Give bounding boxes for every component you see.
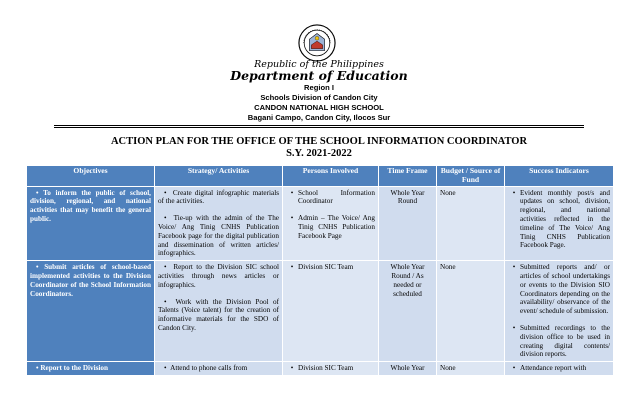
school-address: Bagani Campo, Candon City, Ilocos Sur: [247, 113, 391, 122]
table-row: [27, 362, 614, 376]
bullet-icon: •: [164, 214, 174, 223]
republic-heading: Republic of the Philippines: [254, 59, 384, 70]
bullet-icon: •: [36, 364, 41, 373]
persons-cell: • Division SIC Team: [283, 261, 379, 362]
budget-cell: None: [437, 186, 505, 261]
bullet-icon: •: [290, 364, 294, 373]
objective-cell: • Submit articles of school-based implemented activities to the Division Coordinator of the School Information Coordinators.: [27, 261, 155, 362]
time-frame-cell: Whole Year: [379, 362, 437, 376]
bullet-icon: •: [164, 188, 173, 197]
bullet-icon: •: [164, 364, 171, 373]
budget-cell: None: [437, 261, 505, 362]
bullet-icon: •: [164, 263, 174, 272]
column-header-persons: Persons Involved: [283, 166, 379, 187]
action-plan-table: [26, 165, 614, 376]
deped-seal-icon: [298, 24, 336, 62]
bullet-icon: •: [290, 214, 294, 223]
bullet-icon: •: [290, 263, 294, 272]
indicators-cell: • Submitted reports and/ or articles of school undertakings or events to the Division SIO Coordinators depending on the availability/ observance of the event/ schedule of submission. • Submitted recordings to the division office to be used in creating digital contents/ division reports.: [505, 261, 614, 362]
region-heading: Region I: [304, 83, 334, 92]
bullet-icon: •: [290, 188, 294, 197]
persons-cell: • Division SIC Team: [283, 362, 379, 376]
column-header-time-frame: Time Frame: [379, 166, 437, 187]
objective-cell: • Report to the Division: [27, 362, 155, 376]
column-header-objectives: Objectives: [27, 166, 155, 187]
school-heading: CANDON NATIONAL HIGH SCHOOL: [254, 103, 384, 112]
division-heading: Schools Division of Candon City: [260, 93, 378, 102]
objective-cell: • To inform the public of school, division, regional, and national activities that may benefit the general public.: [27, 186, 155, 261]
bullet-icon: •: [512, 323, 516, 332]
table-row: [27, 261, 614, 362]
bullet-icon: •: [36, 263, 45, 272]
time-frame-cell: Whole Year Round / As needed or scheduled: [379, 261, 437, 362]
bullet-icon: •: [512, 188, 516, 197]
indicators-cell: • Attendance report with: [505, 362, 614, 376]
column-header-strategy: Strategy/ Activities: [155, 166, 283, 187]
column-header-budget: Budget / Source of Fund: [437, 166, 505, 187]
bullet-icon: •: [512, 364, 516, 373]
school-year: S.Y. 2021-2022: [286, 148, 352, 159]
persons-cell: • School Information Coordinator • Admin – The Voice/ Ang Tinig CNHS Publication Facebook Page: [283, 186, 379, 261]
bullet-icon: •: [36, 188, 44, 197]
document-title: ACTION PLAN FOR THE OFFICE OF THE SCHOOL INFORMATION COORDINATOR: [110, 136, 528, 147]
column-header-indicators: Success Indicators: [505, 166, 614, 187]
strategy-cell: • Attend to phone calls from: [155, 362, 283, 376]
table-row: [27, 186, 614, 261]
bullet-icon: •: [512, 263, 516, 272]
indicators-cell: • Evident monthly post/s and updates on school, division, regional, and national activities reflected in the timeline of The Voice/ Ang Tinig CNHS Publication Facebook Page.: [505, 186, 614, 261]
department-heading: Department of Education: [230, 68, 408, 83]
budget-cell: None: [437, 362, 505, 376]
table-header-row: [27, 166, 614, 187]
strategy-cell: • Create digital infographic materials of the activities. • Tie-up with the admin of the The Voice/ Ang Tinig CNHS Publication Facebook page for the digital publication and dissemination of written articles/ infographics.: [155, 186, 283, 261]
time-frame-cell: Whole Year Round: [379, 186, 437, 261]
strategy-cell: • Report to the Division SIC school activities through news articles or infographics. • Work with the Division Pool of Talents (Voice talent) for the creation of informative materials for the SDO of Candon City.: [155, 261, 283, 362]
bullet-icon: •: [164, 297, 176, 306]
header-divider: [54, 125, 584, 126]
header-divider: [54, 127, 584, 128]
